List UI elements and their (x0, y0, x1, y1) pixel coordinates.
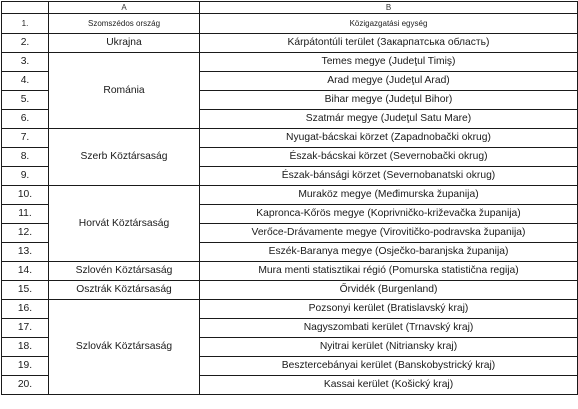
country-cell: Románia (49, 53, 200, 129)
unit-cell: Pozsonyi kerület (Bratislavský kraj) (200, 300, 578, 319)
country-cell: Osztrák Köztársaság (49, 281, 200, 300)
table-row (2, 186, 578, 205)
unit-cell: Nyugat-bácskai körzet (Zapadnobački okrug) (200, 129, 578, 148)
row-number: 18. (2, 338, 49, 357)
row-number: 10. (2, 186, 49, 205)
table-row (2, 129, 578, 148)
unit-cell: Besztercebányai kerület (Banskobystrický kraj) (200, 357, 578, 376)
row-number: 17. (2, 319, 49, 338)
country-cell: Szlovén Köztársaság (49, 262, 200, 281)
unit-cell: Őrvidék (Burgenland) (200, 281, 578, 300)
row-number: 3. (2, 53, 49, 72)
unit-cell: Mura menti statisztikai régió (Pomurska statistična regija) (200, 262, 578, 281)
row-number: 8. (2, 148, 49, 167)
header-unit: Közigazgatási egység (200, 14, 578, 34)
header-country: Szomszédos ország (49, 14, 200, 34)
row-number: 2. (2, 34, 49, 53)
unit-cell: Kassai kerület (Košický kraj) (200, 376, 578, 395)
country-cell: Horvát Köztársaság (49, 186, 200, 262)
row-number: 20. (2, 376, 49, 395)
column-letter-row (2, 2, 578, 14)
row-number: 6. (2, 110, 49, 129)
country-cell: Ukrajna (49, 34, 200, 53)
corner-cell (2, 2, 49, 14)
unit-cell: Bihar megye (Judeţul Bihor) (200, 91, 578, 110)
table-row (2, 53, 578, 72)
unit-cell: Verőce-Drávamente megye (Virovitičko-podravska županija) (200, 224, 578, 243)
unit-cell: Észak-bácskai körzet (Severnobački okrug) (200, 148, 578, 167)
table-row (2, 300, 578, 319)
unit-cell: Nagyszombati kerület (Trnavský kraj) (200, 319, 578, 338)
table-row (2, 14, 578, 34)
unit-cell: Arad megye (Judeţul Arad) (200, 72, 578, 91)
table-row (2, 281, 578, 300)
unit-cell: Észak-bánsági körzet (Severnobanatski okrug) (200, 167, 578, 186)
region-table (1, 1, 578, 395)
row-number: 16. (2, 300, 49, 319)
table-row (2, 262, 578, 281)
unit-cell: Szatmár megye (Judeţul Satu Mare) (200, 110, 578, 129)
unit-cell: Temes megye (Judeţul Timiş) (200, 53, 578, 72)
table-row (2, 34, 578, 53)
row-number: 9. (2, 167, 49, 186)
row-number: 4. (2, 72, 49, 91)
unit-cell: Eszék-Baranya megye (Osječko-baranjska županija) (200, 243, 578, 262)
country-cell: Szlovák Köztársaság (49, 300, 200, 395)
unit-cell: Nyitrai kerület (Nitriansky kraj) (200, 338, 578, 357)
country-cell: Szerb Köztársaság (49, 129, 200, 186)
row-number: 12. (2, 224, 49, 243)
row-number: 13. (2, 243, 49, 262)
unit-cell: Muraköz megye (Međimurska županija) (200, 186, 578, 205)
row-number: 11. (2, 205, 49, 224)
row-number: 14. (2, 262, 49, 281)
unit-cell: Kárpátontúli terület (Закарпатська область) (200, 34, 578, 53)
column-header-a: A (49, 2, 200, 14)
row-number: 5. (2, 91, 49, 110)
unit-cell: Kapronca-Kőrös megye (Koprivničko-križevačka županija) (200, 205, 578, 224)
row-number: 1. (2, 14, 49, 34)
row-number: 19. (2, 357, 49, 376)
row-number: 7. (2, 129, 49, 148)
column-header-b: B (200, 2, 578, 14)
row-number: 15. (2, 281, 49, 300)
